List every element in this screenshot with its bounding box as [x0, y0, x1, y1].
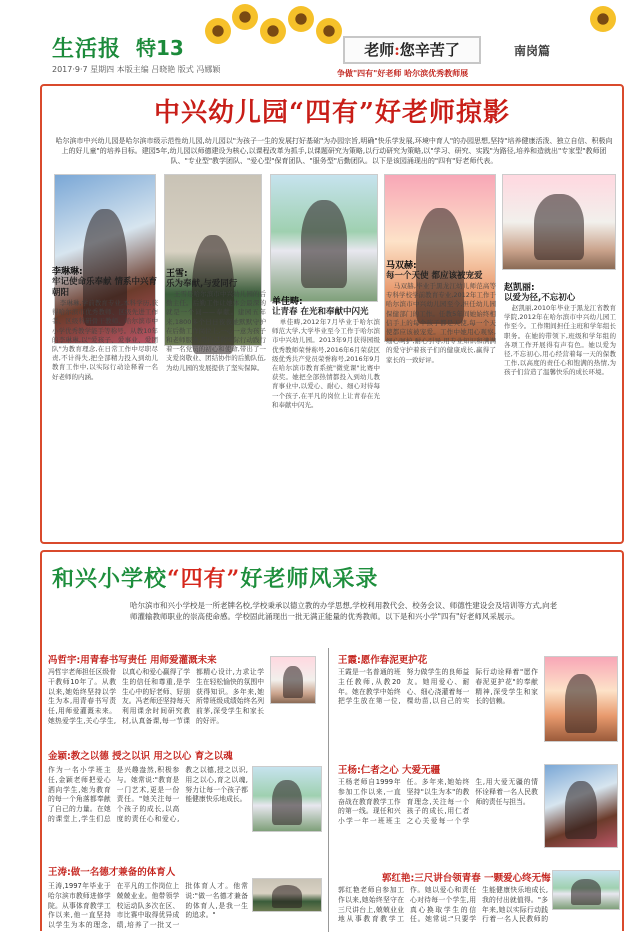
slogan-right: 您辛苦了 — [399, 41, 460, 59]
sunflower-icon — [260, 18, 286, 44]
teacher-bio: 李琳琳,学前教育专业,本科学历,获得哈尔滨市优秀教师、区级先进工作者、区级科研骨干教师、哈尔滨市中小学优秀教学能手等称号。从教10年的李琳琳,以"爱孩子、爱事业、爱团队"为教育理念,在日常工作中尽职尽责,不计得失,把全部精力投入到幼儿教育工作中,以实际行动诠释着一名好老师的内涵。 — [52, 299, 158, 381]
teacher-card-1 — [52, 264, 158, 534]
teacher-headline: 王霞:愿作春泥更护花 — [338, 655, 428, 666]
sunflower-icon — [232, 4, 258, 30]
teacher-name: 李琳琳: — [52, 267, 83, 277]
section2-title: 和兴小学校“四有”好老师风采录 — [52, 566, 379, 592]
teacher-bio: 作为一名小学班主任,金颖老师把爱心洒向学生,她为教育的每一个角落都奉献了自己的力量。在她的课堂上,学生们总是兴趣盎然,积极参与。她常说:"教育是一门艺术,更是一份责任。"她关注每一个孩子的成长,以高度的责任心和爱心,教之以德,授之以识,用之以心,育之以魂,努力让每一个孩子都能健康快乐地成长。 — [48, 766, 248, 823]
teacher-headline: 牢记使命乐奉献 情系中兴育朝阳 — [52, 277, 157, 298]
teacher-headline: 乐为奉献,与爱同行 — [166, 279, 238, 289]
teacher-photo — [270, 656, 316, 704]
teacher-headline: 每一个天使 都应该被宠爱 — [386, 271, 483, 281]
teacher-name: 赵凯丽: — [504, 283, 535, 293]
teacher-headline: 王杨:仁者之心 大爱无疆 — [338, 765, 441, 776]
teacher-bio: 马双赫,毕业于黑龙江幼儿师范高等专科学校学前教育专业,2012年工作于哈尔滨市中兴幼儿园至今,担任幼儿园保健部门的工作。任教5年间她始终相信手上的每个孩子都是天使,每一个天使都应该被宠爱。工作中她用心观察,细心呵护,耐心引导,用专业知识和满满的爱守护着孩子们的健康成长,赢得了家长的一致好评。 — [386, 282, 496, 364]
teacher-bio: 王雪是哈尔滨市中兴幼儿园的后勤主任。后勤工作让她体会最深的就是一个词——奉献。建园五年来,1800多个日日夜夜她默默守护在后勤工作岗位上,一心一意为孩子和老师服务,用自己的实际行动践行着一名党员的初心和使命,带出了一支爱岗敬业、团结协作的后勤队伍,为幼儿园的发展提供了坚实保障。 — [166, 290, 266, 372]
teacher-headline: 让青春 在光和奉献中闪光 — [272, 307, 369, 317]
section1-intro: 哈尔滨市中兴幼儿园是哈尔滨市级示范性幼儿园,幼儿园以"为孩子一生的发展打好基础"为办园宗旨,明确"快乐学发展,环境中育人"的办园思想,坚持"培养健康活泼、独立自信、积极向上的好儿童"的培养目标。建园5年,幼儿园以师德建设为核心,以课程改革为抓手,以课题研究为策略,以行动研究为策略,以"学习、研究、实践"为路径,培养和造就出"专家型"教师团队、"专业型"教学团队、"爱心型"保育团队、"服务型"后勤团队。以下是该园涌现出的"四有"好老师代表。 — [55, 137, 613, 165]
teacher-photo — [252, 766, 322, 832]
issue-meta: 2017·9·7 星期四 本版主编 吕晓艳 版式 冯娜颖 — [52, 65, 221, 74]
paper-logo: 生活报 — [52, 36, 122, 62]
teacher-photo — [502, 174, 616, 270]
teacher-name: 马双赫: — [386, 261, 417, 271]
teacher-photo — [544, 656, 618, 742]
masthead — [0, 0, 640, 82]
teacher-photo — [252, 878, 322, 912]
teacher-headline: 以爱为径,不忘初心 — [504, 293, 576, 303]
teacher-name: 王雪: — [166, 269, 188, 279]
column-name: 南岗篇 — [514, 44, 551, 58]
sunflower-icon — [590, 6, 616, 32]
teacher-bio: 王霞是一名普通的班主任教师,从教20年。她在教学中始终把学生放在第一位,努力做学生的良师益友。她用爱心、耐心、细心浇灌着每一棵幼苗,以自己的实际行动诠释着"愿作春泥更护花"的奉献精神,深受学生和家长的信赖。 — [338, 668, 538, 706]
teacher-headline: 冯哲宇:用青春书写责任 用师爱灌溉未来 — [48, 655, 217, 666]
page-number: 特13 — [136, 36, 184, 60]
teacher-headline: 王涛:做一名德才兼备的体育人 — [48, 867, 176, 878]
sunflower-icon — [205, 18, 231, 44]
teacher-headline: 郭红艳:三尺讲台领青春 一颗爱心终无悔 — [382, 873, 551, 884]
teacher-bio: 王杨老师自1999年参加工作以来,一直奋战在教育教学工作的第一线。现任和兴小学一年一班班主任。多年来,她始终坚持"以生为本"的教育理念,关注每一个孩子的成长,用仁者之心关爱每一个学生,用大爱无疆的情怀诠释着一名人民教师的责任与担当。 — [338, 778, 538, 826]
teacher-card-4 — [386, 258, 496, 534]
teacher-bio: 赵凯丽,2010年毕业于黑龙江省教育学院,2012年在哈尔滨市中兴幼儿园工作至今。工作期间担任主班和学年组长职务。在她的带领下,班级和学年组的各项工作开展得有声有色。她以爱为径,不忘初心,用心经营着每一天的保教工作,以高度的责任心和饱满的热情,为孩子们营造了温馨快乐的成长环境。 — [504, 304, 616, 377]
section2-intro: 哈尔滨市和兴小学校是一所老牌名校,学校秉承以德立教的办学思想,学校利用教代会、校务会议、师德性建设会及培训等方式,向老师灌输教师职业的崇高使命感。学校固此涌现出一批无满正能量的优秀教师。以下是和兴小学"四有"好老师风采展示。 — [130, 601, 558, 621]
teacher-card-5 — [504, 280, 616, 534]
sunflower-icon — [316, 18, 342, 44]
sub-slogan: 争做"四有"好老师 哈尔滨优秀教师展 — [337, 69, 469, 78]
teacher-card-3 — [272, 294, 380, 534]
teacher-card-2 — [166, 266, 266, 536]
teacher-bio: 单佳畴,2012年7月毕业于哈尔滨师范大学,大学毕业至今工作于哈尔滨市中兴幼儿园。2013年9月获得园级优秀教师荣誉称号,2016年6月荣获区级优秀共产党员荣誉称号,2016年9月在哈尔滨市教育系统"微党课"比赛中获奖。她把全部热情都投入到幼儿教育事业中,以爱心、耐心、细心对待每一个孩子,在平凡的岗位上让青春在光和奉献中闪光。 — [272, 318, 380, 409]
teacher-bio: 王涛,1997年毕业于哈尔滨市教师进修学院。从事体育教学工作以来,他一直坚持以学生为本的理念,在平凡的工作岗位上兢兢业业。他带领学校运动队多次在区、市比赛中取得优异成绩,培养了一批又一批体育人才。他常说:"做一名德才兼备的体育人,是我一生的追求。" — [48, 882, 248, 930]
sunflower-icon — [288, 6, 314, 32]
teacher-name: 单佳畴: — [272, 297, 303, 307]
teacher-bio: 郭红艳老师自参加工作以来,她始终坚守在三尺讲台上,兢兢业业地从事教育教学工作。她以爱心和责任心对待每一个学生,用真心换取学生的信任。她常说:"只要学生能健康快乐地成长,我的付出就值得。"多年来,她以实际行动践行着一名人民教师的 — [338, 886, 548, 924]
caption — [268, 708, 324, 748]
teacher-photo — [270, 174, 378, 302]
kindergarten-section — [40, 84, 624, 544]
teacher-photo — [544, 764, 618, 848]
slogan-left: 老师 — [364, 41, 395, 59]
section1-title: 中兴幼儿园“四有”好老师掠影 — [154, 98, 510, 128]
teacher-photo — [552, 870, 620, 910]
teacher-headline: 金颖:教之以德 授之以识 用之以心 育之以魂 — [48, 751, 233, 762]
slogan-banner: 老师:您辛苦了 — [343, 36, 481, 64]
primary-school-section — [40, 550, 624, 931]
teacher-bio: 冯哲宇老师担任区级骨干教师10年了。从教以来,她始终坚持以学生为本,用青春书写责任,用师爱灌溉未来。她热爱学生,关心学生,以真心和爱心赢得了学生的信任和尊重,是学生心中的好老师、好朋友。冯老师还坚持每天利用课余时间研究教材,认真备课,每一节课都精心设计,力求让学生在轻松愉快的氛围中获得知识。多年来,她所带班级成绩始终名列前茅,深受学生和家长的好评。 — [48, 668, 264, 725]
